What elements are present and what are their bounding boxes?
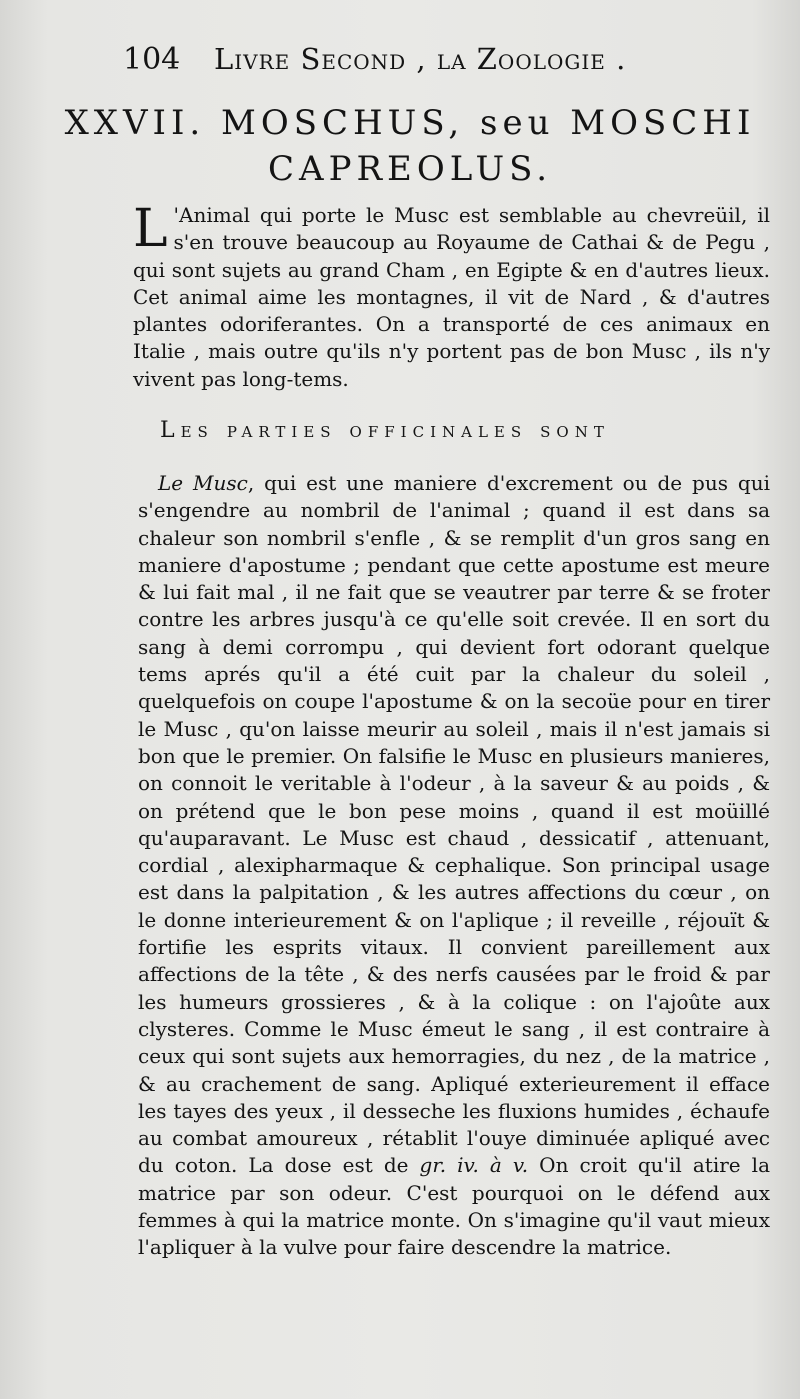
section-heading-text: Les parties officinales sont [160, 418, 610, 443]
dose-italic: gr. iv. à v. [419, 1153, 529, 1178]
page-number: 104 [123, 42, 181, 77]
chapter-title-line2: CAPREOLUS. [268, 149, 552, 189]
intro-paragraph [0, 199, 800, 393]
section-heading [0, 418, 800, 443]
running-head [0, 40, 800, 88]
body-paragraph [0, 470, 800, 1262]
chapter-title [0, 100, 800, 192]
running-title: Livre Second , la Zoologie . [214, 42, 627, 76]
drop-cap: L [133, 199, 168, 259]
body-lead-italic: Le Musc [158, 471, 248, 495]
body-text-end: On croit qu'il atire la matrice par son odeur. C'est pourquoi on le défend aux femmes à qui la matrice monte. On s'imagine qu'il vaut mieux l'apliquer à la vulve pour faire descendre la matrice. [138, 1153, 770, 1260]
chapter-title-line1: XXVII. MOSCHUS, seu MOSCHI [64, 103, 756, 143]
body-text: , qui est une maniere d'excrement ou de pus qui s'engendre au nombril de l'animal ; quand il est dans sa chaleur son nombril s'enfle , & se remplit d'un gros sang en maniere d'apostume ; pendant que cette apostume est meure & lui fait mal , il ne fait que se veautrer par terre & se froter contre les arbres jusqu'à ce qu'elle soit crevée. Il en sort du sang à demi corrompu , qui devient fort odorant quelque tems aprés qu'il a été cuit par la chaleur du soleil , quelquefois on coupe l'apostume & on la secoüe pour en tirer le Musc , qu'on laisse meurir au soleil , mais il n'est jamais si bon que le premier. On falsifie le Musc en plusieurs manieres, on connoit le veritable à l'odeur , à la saveur & au poids , & on prétend que le bon pese moins , quand il est moüillé qu'auparavant. Le Musc est chaud , dessicatif , attenuant, cordial , alexipharmaque & cephalique. Son principal usage est dans la palpitation , & les autres affections du cœur , on le donne interieurement & on l'aplique ; il reveille , réjouït & fortifie les esprits vitaux. Il convient pareillement aux affections de la tête , & des nerfs causées par le froid & par les humeurs grossieres , & à la colique : on l'ajoûte aux clysteres. Comme le Musc émeut le sang , il est contraire à ceux qui sont sujets aux hemorragies, du nez , de la matrice , & au crachement de sang. Apliqué exterieurement il efface les tayes des yeux , il desseche les fluxions humides , échaufe au combat amoureux , rétablit l'ouye diminuée apliqué avec du coton. La dose est de [138, 471, 770, 1178]
intro-text: 'Animal qui porte le Musc est semblable au chevreüil, il s'en trouve beaucoup au Royaume de Cathai & de Pegu , qui sont sujets au grand Cham , en Egipte & en d'autres lieux. Cet animal aime les montagnes, il vit de Nard , & d'autres plantes odoriferantes. On a transporté de ces animaux en Italie , mais outre qu'ils n'y portent pas de bon Musc , ils n'y vivent pas long-tems. [133, 203, 770, 391]
